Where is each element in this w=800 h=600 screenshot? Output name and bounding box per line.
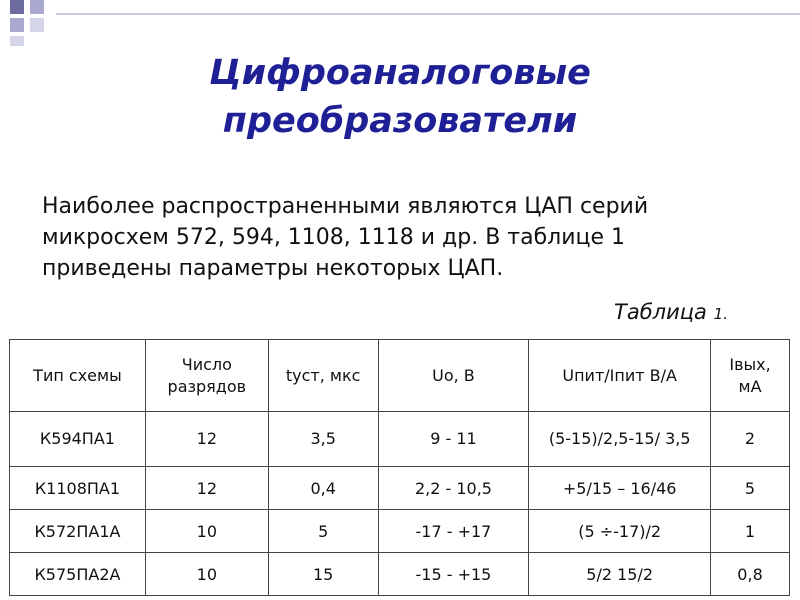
table-cell: 12: [145, 467, 268, 510]
table-row: [10, 553, 790, 596]
table-caption-number: 1.: [713, 305, 728, 323]
table-cell: К572ПА1А: [10, 510, 146, 553]
table-cell: -17 - +17: [378, 510, 529, 553]
intro-line: приведены параметры некоторых ЦАП.: [42, 256, 504, 281]
decor-square: [10, 36, 24, 46]
table-cell: 0,4: [268, 467, 378, 510]
header-cell: Iвых, мА: [711, 340, 790, 412]
table-cell: 2: [711, 412, 790, 467]
page-title-line-2: преобразователи: [222, 101, 578, 141]
table-row: [10, 467, 790, 510]
table-cell: 5: [268, 510, 378, 553]
table-cell: 5: [711, 467, 790, 510]
table-cell: К1108ПА1: [10, 467, 146, 510]
intro-line: Наиболее распространенными являются ЦАП серий: [42, 194, 649, 219]
intro-paragraph: [42, 191, 742, 284]
table-cell: +5/15 – 16/46: [529, 467, 711, 510]
table-caption: [614, 300, 728, 324]
table-cell: 2,2 - 10,5: [378, 467, 529, 510]
header-cell: tуст, мкс: [268, 340, 378, 412]
header-cell: Число разрядов: [145, 340, 268, 412]
decor-square: [10, 18, 24, 32]
table-row: [10, 412, 790, 467]
table-cell: (5 ÷-17)/2: [529, 510, 711, 553]
table-cell: -15 - +15: [378, 553, 529, 596]
table-cell: К575ПА2А: [10, 553, 146, 596]
table-cell: 10: [145, 510, 268, 553]
table-cell: К594ПА1: [10, 412, 146, 467]
table-cell: 3,5: [268, 412, 378, 467]
decor-square: [30, 0, 44, 14]
table-header-row: [10, 340, 790, 412]
decor-square: [10, 0, 24, 14]
page-title-line-1: Цифроаналоговые: [209, 53, 591, 93]
table-cell: 15: [268, 553, 378, 596]
table-caption-label: Таблица: [614, 300, 714, 324]
table-cell: 1: [711, 510, 790, 553]
table-cell: 10: [145, 553, 268, 596]
table-cell: 5/2 15/2: [529, 553, 711, 596]
table-cell: 12: [145, 412, 268, 467]
table-cell: 9 - 11: [378, 412, 529, 467]
decor-square: [30, 18, 44, 32]
header-cell: Uо, В: [378, 340, 529, 412]
intro-line: микросхем 572, 594, 1108, 1118 и др. В таблице 1: [42, 225, 626, 250]
table-row: [10, 510, 790, 553]
header-cell: Uпит/Iпит В/А: [529, 340, 711, 412]
dac-parameters-table: [9, 339, 790, 596]
table-cell: 0,8: [711, 553, 790, 596]
table-cell: (5-15)/2,5-15/ 3,5: [529, 412, 711, 467]
header-cell: Тип схемы: [10, 340, 146, 412]
